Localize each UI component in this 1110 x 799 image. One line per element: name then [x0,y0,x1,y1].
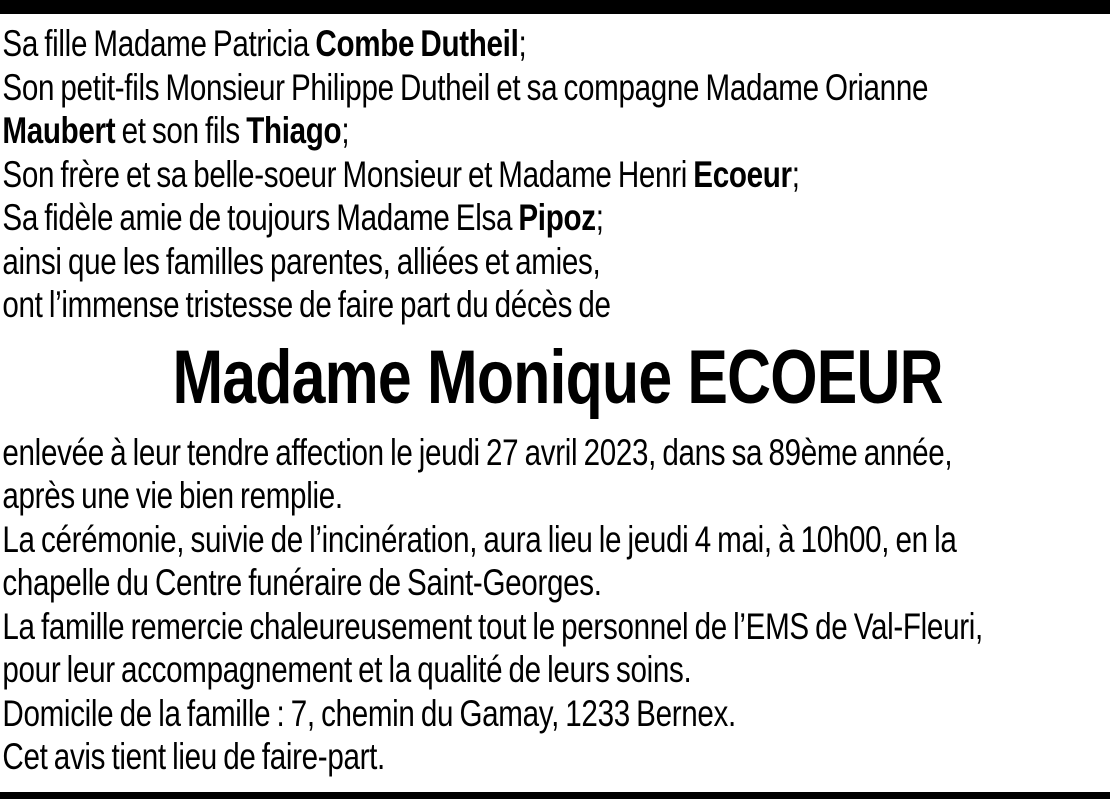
text-segment: Domicile de la famille : 7, chemin du Gamay, 1233 Bernex. [2,692,736,734]
body-paragraph [2,431,1110,779]
notice-line [2,474,1110,518]
text-segment: et son fils [115,110,247,151]
intro-paragraph [2,22,1110,327]
notice-line [2,518,1110,562]
notice-line [2,109,1110,153]
notice-line [2,22,1110,66]
text-segment: ; [791,153,800,195]
notice-line [2,153,1110,197]
notice-line [2,561,1110,605]
notice-line [2,283,1110,327]
text-segment: chapelle du Centre funéraire de Saint-Georges. [2,562,602,603]
text-segment: ainsi que les familles parentes, alliées et amies, [2,240,601,282]
text-segment: Sa fille Madame Patricia [2,23,316,64]
text-segment: Cet avis tient lieu de faire-part. [2,736,385,777]
text-segment: ont l’immense tristesse de faire part du décès de [2,284,611,325]
family-name-bold: Maubert [2,110,116,151]
text-segment: enlevée à leur tendre affection le jeudi 27 avril 2023, dans sa 89ème année, [2,431,953,473]
family-name-bold: Ecoeur [693,153,792,195]
notice-content [0,14,1110,779]
family-name-bold: Thiago [246,110,342,151]
text-segment: ; [595,197,604,238]
notice-line [2,431,1110,475]
notice-line [2,66,1110,110]
notice-line [2,735,1110,779]
notice-line [2,240,1110,284]
notice-line [2,605,1110,649]
text-segment: ; [518,23,527,64]
text-segment: Son frère et sa belle-soeur Monsieur et Madame Henri [2,153,694,195]
text-segment: Sa fidèle amie de toujours Madame Elsa [2,197,519,238]
top-border-bar [0,0,1110,14]
text-segment: après une vie bien remplie. [2,475,343,516]
text-segment: La famille remercie chaleureusement tout le personnel de l’EMS de Val-Fleuri, [2,605,983,647]
family-name-bold: Combe Dutheil [315,23,519,64]
family-name-bold: Pipoz [518,197,596,238]
bottom-border-bar [0,792,1110,799]
notice-line [2,692,1110,736]
deceased-name-title: Madame Monique ECOEUR [172,334,943,420]
text-segment: ; [341,110,350,151]
notice-line [2,648,1110,692]
text-segment: Son petit-fils Monsieur Philippe Dutheil et sa compagne Madame Orianne [2,66,929,108]
text-segment: pour leur accompagnement et la qualité de leurs soins. [2,649,692,690]
notice-line [2,196,1110,240]
text-segment: La cérémonie, suivie de l’incinération, aura lieu le jeudi 4 mai, à 10h00, en la [2,518,957,560]
